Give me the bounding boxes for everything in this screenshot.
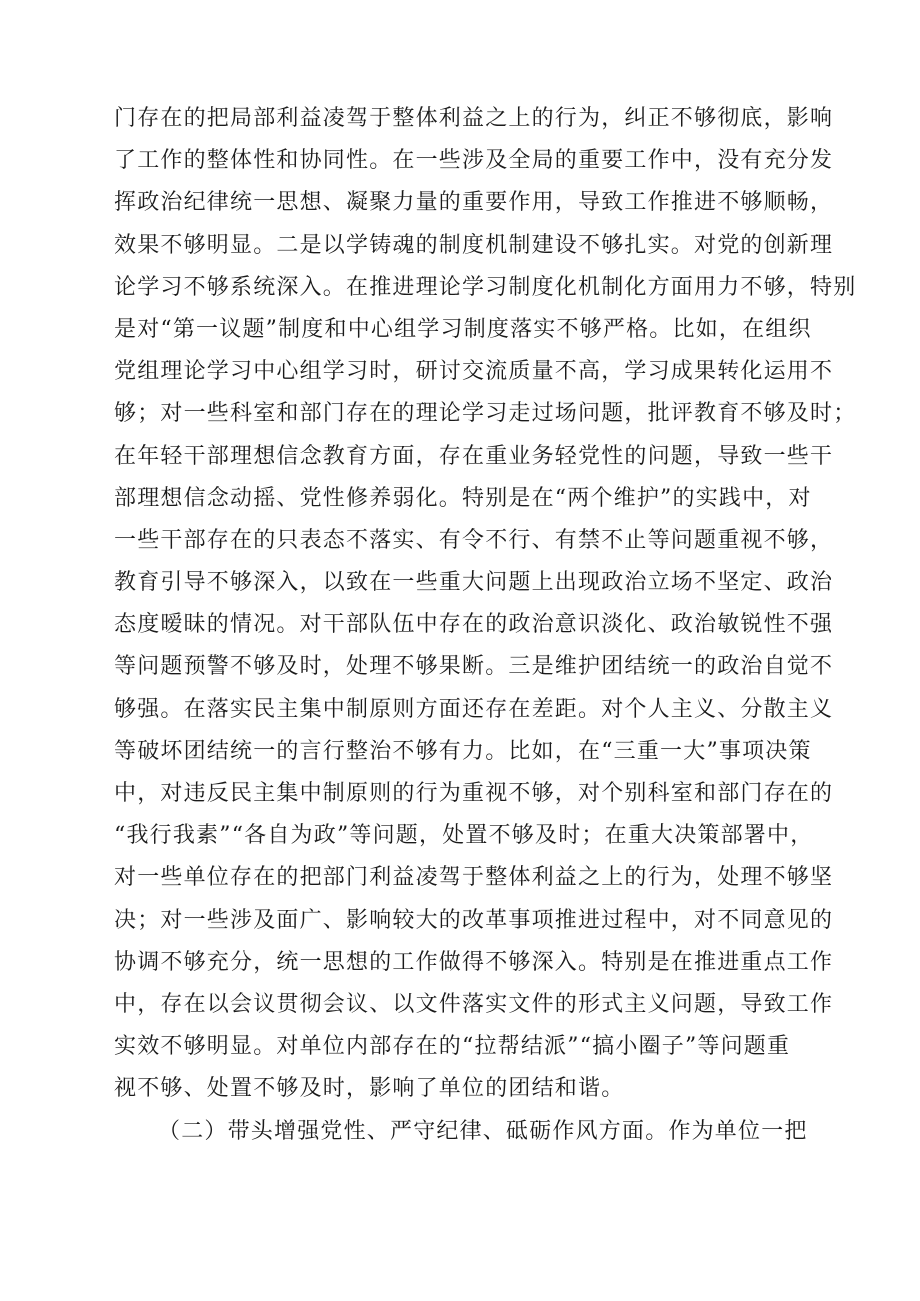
text-line: “我行我素”“各自为政”等问题，处置不够及时；在重大决策部署中， xyxy=(114,823,814,849)
text-line: 门存在的把局部利益凌驾于整体利益之上的行为，纠正不够彻底，影响 xyxy=(114,106,834,131)
text-line: 效果不够明显。二是以学铸魂的制度机制建设不够扎实。对党的创新理 xyxy=(114,232,834,258)
text-line: 协调不够充分，统一思想的工作做得不够深入。特别是在推进重点工作 xyxy=(114,949,834,975)
text-line: 视不够、处置不够及时，影响了单位的团结和谐。 xyxy=(114,1076,625,1102)
text-line: 够强。在落实民主集中制原则方面还存在差距。对个人主义、分散主义 xyxy=(114,696,834,722)
text-line: 在年轻干部理想信念教育方面，存在重业务轻党性的问题，导致一些干 xyxy=(114,443,834,469)
text-line: 党组理论学习中心组学习时，研讨交流质量不高，学习成果转化运用不 xyxy=(114,359,834,385)
text-line: 够；对一些科室和部门存在的理论学习走过场问题，批评教育不够及时； xyxy=(114,401,857,427)
text-line: 挥政治纪律统一思想、凝聚力量的重要作用，导致工作推进不够顺畅， xyxy=(114,190,834,216)
text-line: 了工作的整体性和协同性。在一些涉及全局的重要工作中，没有充分发 xyxy=(114,148,834,174)
text-line: 态度暧昧的情况。对干部队伍中存在的政治意识淡化、政治敏锐性不强 xyxy=(114,612,834,638)
text-line: 中，存在以会议贯彻会议、以文件落实文件的形式主义问题，导致工作 xyxy=(114,991,834,1017)
text-line: 对一些单位存在的把部门利益凌驾于整体利益之上的行为，处理不够坚 xyxy=(114,865,834,891)
text-line: 部理想信念动摇、党性修养弱化。特别是在“两个维护”的实践中，对 xyxy=(114,485,812,511)
document-body-text xyxy=(114,98,857,1153)
text-line: 一些干部存在的只表态不落实、有令不行、有禁不止等问题重视不够， xyxy=(114,527,834,553)
text-line: 论学习不够系统深入。在推进理论学习制度化机制化方面用力不够，特别 xyxy=(114,274,857,300)
section-heading-line: （二）带头增强党性、严守纪律、砥砺作风方面。作为单位一把 xyxy=(158,1118,808,1144)
text-line: 等问题预警不够及时，处理不够果断。三是维护团结统一的政治自觉不 xyxy=(114,654,834,680)
text-line: 中，对违反民主集中制原则的行为重视不够，对个别科室和部门存在的 xyxy=(114,781,834,806)
text-line: 教育引导不够深入，以致在一些重大问题上出现政治立场不坚定、政治 xyxy=(114,570,834,596)
text-line: 决；对一些涉及面广、影响较大的改革事项推进过程中，对不同意见的 xyxy=(114,907,834,933)
text-line: 是对“第一议题”制度和中心组学习制度落实不够严格。比如，在组织 xyxy=(114,316,812,342)
text-line: 等破坏团结统一的言行整治不够有力。比如，在“三重一大”事项决策 xyxy=(114,738,812,764)
text-line: 实效不够明显。对单位内部存在的“拉帮结派”“搞小圈子”等问题重 xyxy=(114,1034,791,1060)
